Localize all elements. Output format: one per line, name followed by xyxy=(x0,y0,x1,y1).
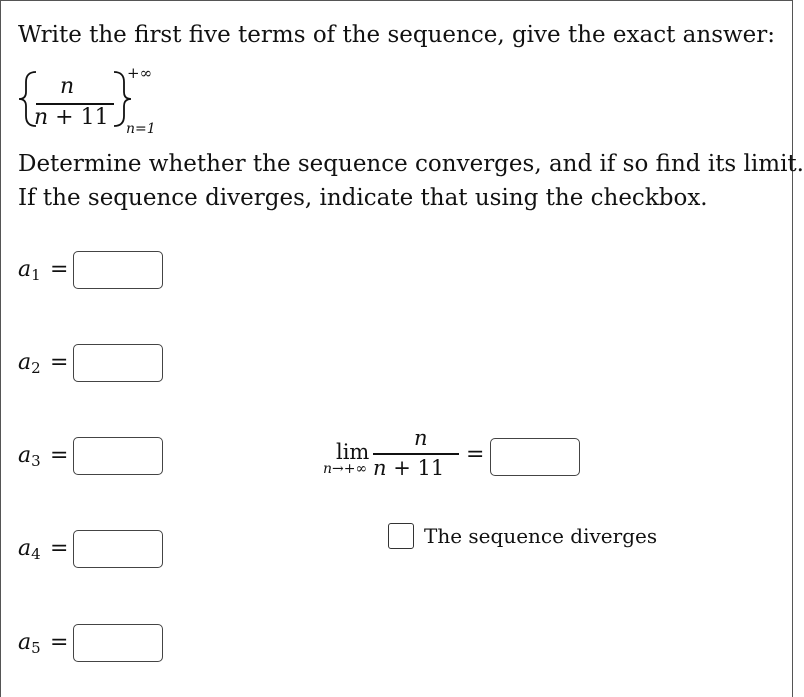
limit-numerator: n xyxy=(414,426,428,450)
limit-fraction-bar xyxy=(373,453,459,455)
term-label: a3 xyxy=(18,443,41,470)
diverges-checkbox[interactable] xyxy=(388,523,414,549)
term-label: a1 xyxy=(18,257,41,284)
term-label: a5 xyxy=(18,630,41,657)
equals-sign: = xyxy=(50,350,69,375)
limit-equals-sign: = xyxy=(466,442,485,467)
equals-sign: = xyxy=(50,536,69,561)
limit-answer-input[interactable] xyxy=(490,438,580,476)
equals-sign: = xyxy=(50,257,69,282)
instructions-text: Write the first five terms of the sequence, give the exact answer: xyxy=(18,22,776,48)
a2-answer-input[interactable] xyxy=(73,344,163,382)
sequence-denominator: n + 11 xyxy=(34,105,109,130)
diverges-label[interactable]: The sequence diverges xyxy=(424,524,658,548)
limit-denominator: n + 11 xyxy=(373,456,445,480)
sequence-upper-bound: +∞ xyxy=(127,64,153,82)
limit-subscript: n→+∞ xyxy=(323,461,368,477)
term-label: a2 xyxy=(18,350,41,377)
question-line-1: Determine whether the sequence converges, and if so find its limit. xyxy=(18,151,804,177)
a5-answer-input[interactable] xyxy=(73,624,163,662)
term-label: a4 xyxy=(18,536,41,563)
equals-sign: = xyxy=(50,630,69,655)
a1-answer-input[interactable] xyxy=(73,251,163,289)
equals-sign: = xyxy=(50,443,69,468)
sequence-numerator: n xyxy=(60,74,75,99)
sequence-lower-bound: n=1 xyxy=(126,121,156,137)
limit-operator: lim xyxy=(336,440,370,464)
a3-answer-input[interactable] xyxy=(73,437,163,475)
a4-answer-input[interactable] xyxy=(73,530,163,568)
question-line-2: If the sequence diverges, indicate that using the checkbox. xyxy=(18,185,708,211)
